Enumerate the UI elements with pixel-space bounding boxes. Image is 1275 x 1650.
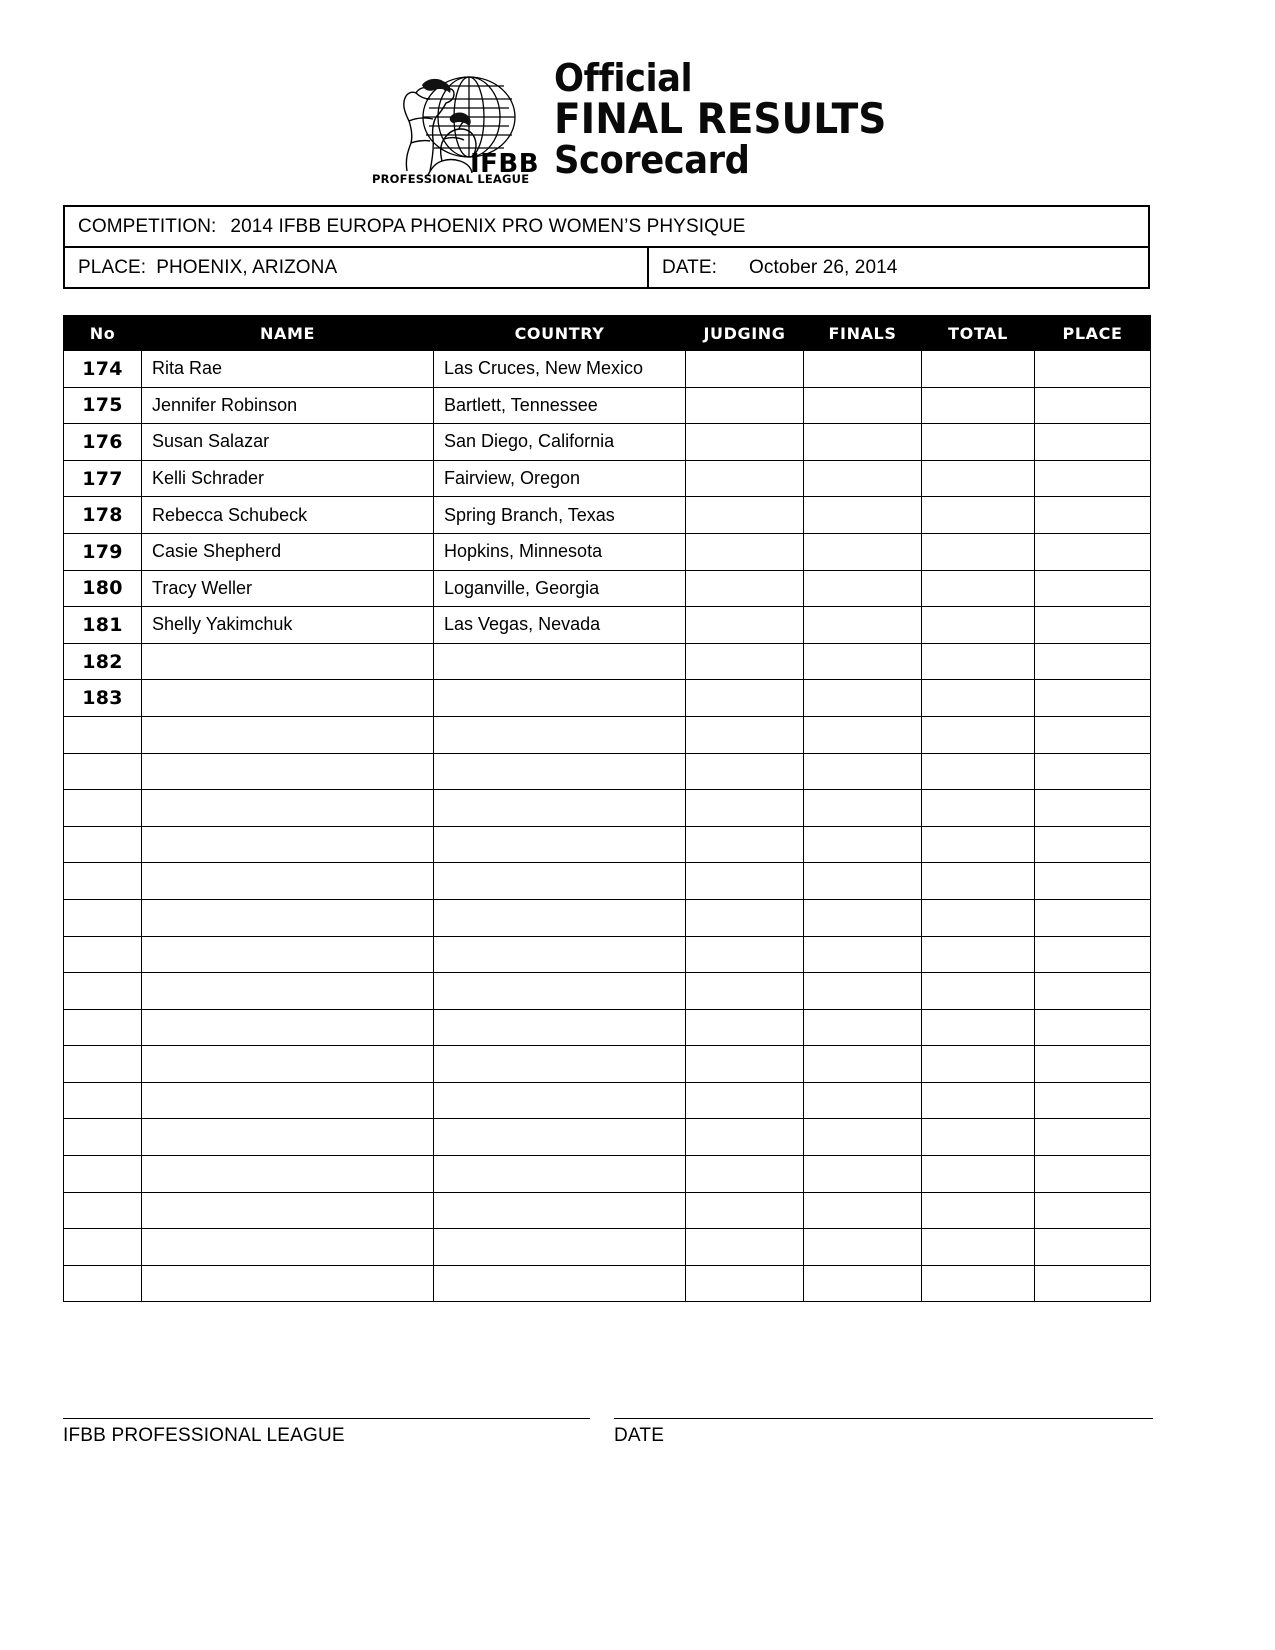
cell-no xyxy=(64,1046,142,1083)
table-row xyxy=(64,899,1151,936)
cell-total[interactable] xyxy=(922,790,1035,827)
table-row xyxy=(64,1082,1151,1119)
cell-place[interactable] xyxy=(1035,1156,1151,1193)
cell-judging[interactable] xyxy=(686,753,804,790)
cell-total[interactable] xyxy=(922,1009,1035,1046)
cell-finals[interactable] xyxy=(804,680,922,717)
cell-no xyxy=(64,716,142,753)
competition-value: 2014 IFBB EUROPA PHOENIX PRO WOMEN’S PHYSIQUE xyxy=(230,215,746,237)
cell-total[interactable] xyxy=(922,1156,1035,1193)
cell-country xyxy=(434,1009,686,1046)
place-label: PLACE: xyxy=(78,256,147,278)
cell-finals[interactable] xyxy=(804,424,922,461)
cell-judging[interactable] xyxy=(686,1119,804,1156)
cell-no xyxy=(64,1192,142,1229)
table-row xyxy=(64,973,1151,1010)
cell-place[interactable] xyxy=(1035,1082,1151,1119)
cell-no xyxy=(64,973,142,1010)
cell-name xyxy=(142,1265,434,1302)
cell-country: Hopkins, Minnesota xyxy=(434,533,686,570)
cell-name xyxy=(142,1119,434,1156)
cell-judging[interactable] xyxy=(686,863,804,900)
cell-country: Las Vegas, Nevada xyxy=(434,607,686,644)
signature-footer xyxy=(63,1418,1153,1478)
table-row xyxy=(64,1192,1151,1229)
scorecard-title xyxy=(553,55,911,182)
cell-judging[interactable] xyxy=(686,1265,804,1302)
cell-country xyxy=(434,753,686,790)
signature-block-league xyxy=(63,1418,590,1447)
cell-finals[interactable] xyxy=(804,387,922,424)
cell-country: Bartlett, Tennessee xyxy=(434,387,686,424)
competition-cell xyxy=(65,207,1148,246)
cell-country xyxy=(434,826,686,863)
cell-judging[interactable] xyxy=(686,1192,804,1229)
cell-country: Fairview, Oregon xyxy=(434,460,686,497)
cell-place[interactable] xyxy=(1035,497,1151,534)
table-row xyxy=(64,1009,1151,1046)
cell-total[interactable] xyxy=(922,1192,1035,1229)
table-row xyxy=(64,424,1151,461)
column-header-place: PLACE xyxy=(1035,316,1151,351)
cell-judging[interactable] xyxy=(686,497,804,534)
table-row xyxy=(64,790,1151,827)
table-row xyxy=(64,863,1151,900)
cell-total[interactable] xyxy=(922,533,1035,570)
cell-finals[interactable] xyxy=(804,1156,922,1193)
cell-name: Jennifer Robinson xyxy=(142,387,434,424)
column-header-judging: JUDGING xyxy=(686,316,804,351)
cell-total[interactable] xyxy=(922,497,1035,534)
signature-label-league: IFBB PROFESSIONAL LEAGUE xyxy=(63,1425,345,1446)
cell-no: 183 xyxy=(64,680,142,717)
column-header-finals: FINALS xyxy=(804,316,922,351)
cell-place[interactable] xyxy=(1035,680,1151,717)
place-date-row xyxy=(65,248,1148,287)
cell-name xyxy=(142,643,434,680)
cell-name xyxy=(142,753,434,790)
date-value: October 26, 2014 xyxy=(749,256,898,278)
cell-finals[interactable] xyxy=(804,936,922,973)
cell-place[interactable] xyxy=(1035,387,1151,424)
cell-country: Spring Branch, Texas xyxy=(434,497,686,534)
column-header-name: NAME xyxy=(142,316,434,351)
cell-place[interactable] xyxy=(1035,790,1151,827)
cell-total[interactable] xyxy=(922,680,1035,717)
place-cell xyxy=(65,248,649,287)
cell-total[interactable] xyxy=(922,1229,1035,1266)
cell-finals[interactable] xyxy=(804,351,922,388)
cell-finals[interactable] xyxy=(804,973,922,1010)
cell-place[interactable] xyxy=(1035,1119,1151,1156)
cell-country: Loganville, Georgia xyxy=(434,570,686,607)
cell-name xyxy=(142,680,434,717)
cell-judging[interactable] xyxy=(686,1156,804,1193)
cell-place[interactable] xyxy=(1035,424,1151,461)
cell-judging[interactable] xyxy=(686,1229,804,1266)
cell-name xyxy=(142,899,434,936)
cell-name: Tracy Weller xyxy=(142,570,434,607)
cell-finals[interactable] xyxy=(804,1046,922,1083)
table-row xyxy=(64,826,1151,863)
cell-place[interactable] xyxy=(1035,460,1151,497)
cell-no xyxy=(64,1265,142,1302)
cell-no xyxy=(64,899,142,936)
cell-judging[interactable] xyxy=(686,424,804,461)
cell-judging[interactable] xyxy=(686,826,804,863)
cell-place[interactable] xyxy=(1035,753,1151,790)
cell-finals[interactable] xyxy=(804,1082,922,1119)
table-row xyxy=(64,387,1151,424)
cell-judging[interactable] xyxy=(686,1046,804,1083)
table-row xyxy=(64,607,1151,644)
cell-total[interactable] xyxy=(922,716,1035,753)
table-row xyxy=(64,533,1151,570)
cell-country xyxy=(434,1265,686,1302)
cell-country xyxy=(434,643,686,680)
cell-judging[interactable] xyxy=(686,387,804,424)
cell-place[interactable] xyxy=(1035,351,1151,388)
cell-name xyxy=(142,1046,434,1083)
cell-country xyxy=(434,863,686,900)
title-line-final-results: FINAL RESULTS xyxy=(553,93,887,143)
table-row xyxy=(64,1046,1151,1083)
cell-no xyxy=(64,1009,142,1046)
cell-finals[interactable] xyxy=(804,1229,922,1266)
cell-place[interactable] xyxy=(1035,1229,1151,1266)
cell-finals[interactable] xyxy=(804,1192,922,1229)
cell-no xyxy=(64,790,142,827)
cell-country xyxy=(434,790,686,827)
cell-total[interactable] xyxy=(922,643,1035,680)
cell-finals[interactable] xyxy=(804,570,922,607)
cell-place[interactable] xyxy=(1035,899,1151,936)
cell-no: 181 xyxy=(64,607,142,644)
cell-no xyxy=(64,1229,142,1266)
cell-finals[interactable] xyxy=(804,863,922,900)
cell-no: 178 xyxy=(64,497,142,534)
cell-name xyxy=(142,716,434,753)
cell-total[interactable] xyxy=(922,570,1035,607)
signature-block-date xyxy=(614,1418,1153,1447)
cell-place[interactable] xyxy=(1035,1192,1151,1229)
title-line-scorecard: Scorecard xyxy=(553,137,750,182)
cell-name xyxy=(142,973,434,1010)
cell-total[interactable] xyxy=(922,387,1035,424)
cell-no xyxy=(64,1119,142,1156)
cell-no: 174 xyxy=(64,351,142,388)
cell-total[interactable] xyxy=(922,1082,1035,1119)
cell-no xyxy=(64,1082,142,1119)
masthead xyxy=(0,55,1275,190)
ifbb-logo xyxy=(364,55,542,185)
cell-finals[interactable] xyxy=(804,716,922,753)
table-row xyxy=(64,351,1151,388)
svg-text:PROFESSIONAL LEAGUE: PROFESSIONAL LEAGUE xyxy=(371,172,530,185)
cell-judging[interactable] xyxy=(686,936,804,973)
cell-place[interactable] xyxy=(1035,716,1151,753)
cell-place[interactable] xyxy=(1035,826,1151,863)
cell-finals[interactable] xyxy=(804,497,922,534)
cell-finals[interactable] xyxy=(804,1009,922,1046)
column-header-total: TOTAL xyxy=(922,316,1035,351)
cell-name xyxy=(142,826,434,863)
cell-total[interactable] xyxy=(922,973,1035,1010)
cell-total[interactable] xyxy=(922,863,1035,900)
cell-judging[interactable] xyxy=(686,973,804,1010)
cell-name xyxy=(142,1192,434,1229)
place-value: PHOENIX, ARIZONA xyxy=(156,256,338,278)
cell-country: Las Cruces, New Mexico xyxy=(434,351,686,388)
cell-no xyxy=(64,863,142,900)
cell-finals[interactable] xyxy=(804,643,922,680)
table-row xyxy=(64,936,1151,973)
cell-country xyxy=(434,973,686,1010)
cell-place[interactable] xyxy=(1035,1265,1151,1302)
cell-judging[interactable] xyxy=(686,570,804,607)
ifbb-logo-icon xyxy=(364,55,542,185)
table-row xyxy=(64,1229,1151,1266)
table-row xyxy=(64,1265,1151,1302)
cell-name: Rebecca Schubeck xyxy=(142,497,434,534)
cell-country xyxy=(434,1046,686,1083)
table-row xyxy=(64,716,1151,753)
cell-judging[interactable] xyxy=(686,716,804,753)
cell-judging[interactable] xyxy=(686,643,804,680)
cell-place[interactable] xyxy=(1035,973,1151,1010)
cell-no: 182 xyxy=(64,643,142,680)
cell-no: 179 xyxy=(64,533,142,570)
cell-judging[interactable] xyxy=(686,1009,804,1046)
table-body xyxy=(64,351,1151,1302)
cell-total[interactable] xyxy=(922,936,1035,973)
table-row xyxy=(64,1156,1151,1193)
cell-name xyxy=(142,1009,434,1046)
cell-name: Shelly Yakimchuk xyxy=(142,607,434,644)
column-header-no: No xyxy=(64,316,142,351)
cell-judging[interactable] xyxy=(686,899,804,936)
cell-place[interactable] xyxy=(1035,1009,1151,1046)
cell-name xyxy=(142,790,434,827)
cell-no xyxy=(64,936,142,973)
cell-total[interactable] xyxy=(922,753,1035,790)
cell-country xyxy=(434,1119,686,1156)
cell-total[interactable] xyxy=(922,607,1035,644)
cell-country xyxy=(434,680,686,717)
cell-judging[interactable] xyxy=(686,790,804,827)
cell-no: 176 xyxy=(64,424,142,461)
table-header-row xyxy=(64,316,1151,351)
cell-country xyxy=(434,1229,686,1266)
cell-country: San Diego, California xyxy=(434,424,686,461)
date-cell xyxy=(649,248,1148,287)
competition-row xyxy=(65,207,1148,248)
cell-place[interactable] xyxy=(1035,863,1151,900)
table-row xyxy=(64,643,1151,680)
cell-judging[interactable] xyxy=(686,1082,804,1119)
cell-total[interactable] xyxy=(922,460,1035,497)
cell-no: 177 xyxy=(64,460,142,497)
cell-finals[interactable] xyxy=(804,533,922,570)
cell-place[interactable] xyxy=(1035,1046,1151,1083)
cell-name xyxy=(142,936,434,973)
cell-name xyxy=(142,1229,434,1266)
cell-judging[interactable] xyxy=(686,533,804,570)
competition-info-box xyxy=(63,205,1150,289)
cell-name: Casie Shepherd xyxy=(142,533,434,570)
competition-label: COMPETITION: xyxy=(78,215,217,237)
cell-no: 175 xyxy=(64,387,142,424)
cell-country xyxy=(434,1082,686,1119)
cell-country xyxy=(434,1192,686,1229)
cell-place[interactable] xyxy=(1035,607,1151,644)
column-header-country: COUNTRY xyxy=(434,316,686,351)
cell-name: Kelli Schrader xyxy=(142,460,434,497)
cell-place[interactable] xyxy=(1035,570,1151,607)
cell-finals[interactable] xyxy=(804,790,922,827)
cell-finals[interactable] xyxy=(804,753,922,790)
cell-total[interactable] xyxy=(922,351,1035,388)
title-line-official: Official xyxy=(553,56,692,100)
table-row xyxy=(64,570,1151,607)
table-row xyxy=(64,497,1151,534)
cell-name xyxy=(142,863,434,900)
table-row xyxy=(64,680,1151,717)
cell-country xyxy=(434,1156,686,1193)
results-table xyxy=(63,315,1151,1302)
cell-finals[interactable] xyxy=(804,607,922,644)
cell-total[interactable] xyxy=(922,424,1035,461)
cell-judging[interactable] xyxy=(686,607,804,644)
cell-finals[interactable] xyxy=(804,826,922,863)
table-header xyxy=(64,316,1151,351)
cell-finals[interactable] xyxy=(804,460,922,497)
cell-country xyxy=(434,936,686,973)
table-row xyxy=(64,753,1151,790)
cell-finals[interactable] xyxy=(804,1265,922,1302)
cell-finals[interactable] xyxy=(804,899,922,936)
cell-judging[interactable] xyxy=(686,351,804,388)
cell-place[interactable] xyxy=(1035,643,1151,680)
cell-total[interactable] xyxy=(922,899,1035,936)
cell-name xyxy=(142,1156,434,1193)
signature-label-date: DATE xyxy=(614,1425,665,1446)
cell-place[interactable] xyxy=(1035,936,1151,973)
cell-total[interactable] xyxy=(922,1265,1035,1302)
cell-name: Susan Salazar xyxy=(142,424,434,461)
cell-total[interactable] xyxy=(922,1119,1035,1156)
cell-no xyxy=(64,826,142,863)
cell-country xyxy=(434,899,686,936)
date-label: DATE: xyxy=(662,256,718,278)
cell-total[interactable] xyxy=(922,1046,1035,1083)
cell-name: Rita Rae xyxy=(142,351,434,388)
cell-finals[interactable] xyxy=(804,1119,922,1156)
cell-no xyxy=(64,753,142,790)
table-row xyxy=(64,460,1151,497)
cell-total[interactable] xyxy=(922,826,1035,863)
cell-judging[interactable] xyxy=(686,680,804,717)
cell-no: 180 xyxy=(64,570,142,607)
cell-place[interactable] xyxy=(1035,533,1151,570)
cell-name xyxy=(142,1082,434,1119)
table-row xyxy=(64,1119,1151,1156)
svg-text:IFBB: IFBB xyxy=(469,149,539,179)
cell-no xyxy=(64,1156,142,1193)
cell-judging[interactable] xyxy=(686,460,804,497)
cell-country xyxy=(434,716,686,753)
